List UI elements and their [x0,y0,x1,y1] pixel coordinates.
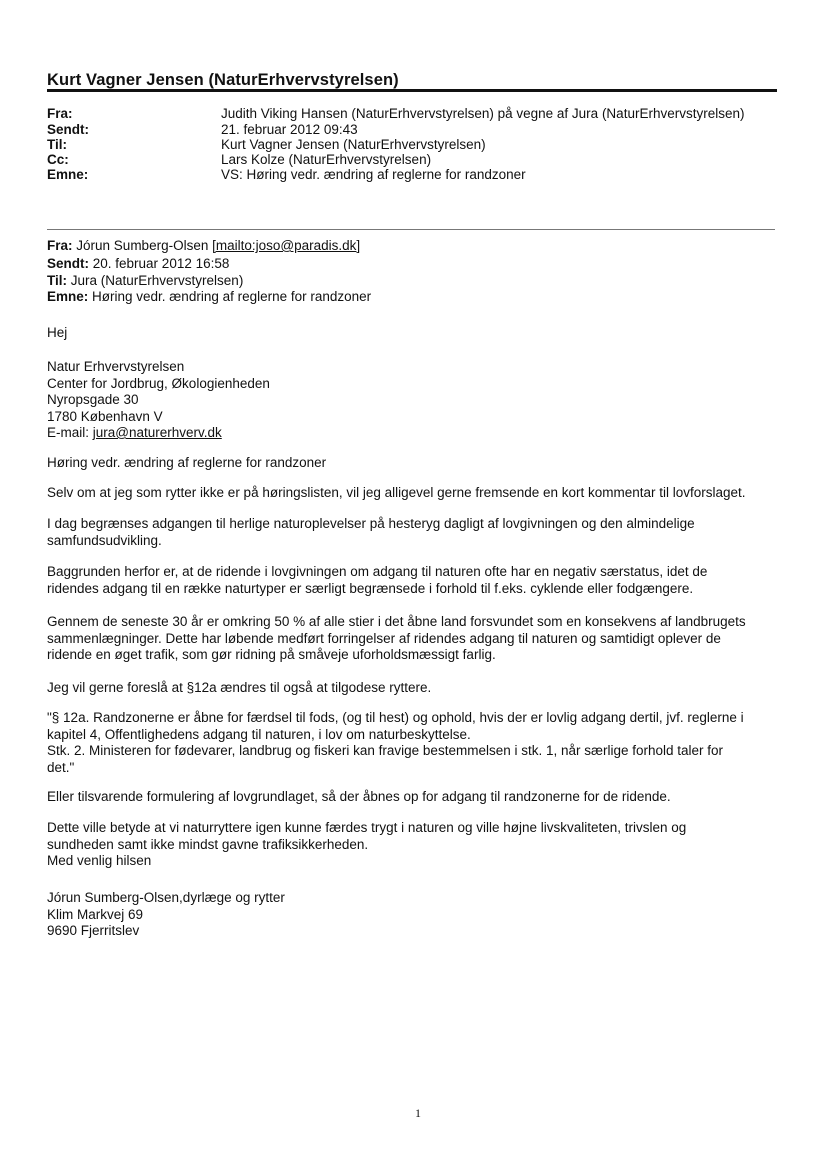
header-value: Lars Kolze (NaturErhvervstyrelsen) [221,152,432,167]
paragraph: Eller tilsvarende formulering af lovgrundlaget, så der åbnes op for adgang til randzonerne for de ridende. [47,789,671,804]
forwarded-emne-row [47,289,371,304]
paragraph [47,614,782,664]
header-value: Kurt Vagner Jensen (NaturErhvervstyrelsen) [221,137,486,152]
paragraph-line: I dag begrænses adgangen til herlige naturoplevelser på hesteryg dagligt af lovgivningen og den almindelige [47,516,695,531]
title-divider [47,89,777,92]
header-value: 21. februar 2012 09:43 [221,122,358,137]
quote-line: "§ 12a. Randzonerne er åbne for færdsel til fods, (og til hest) og ophold, hvis der er lovlig adgang dertil, jvf. reglerne i [47,710,744,725]
forwarded-til-value: Jura (NaturErhvervstyrelsen) [70,273,244,288]
forwarded-til-label: Til: [47,273,67,288]
paragraph [47,516,782,549]
paragraph-line: Med venlig hilsen [47,853,152,868]
recipient-address [47,359,782,442]
header-label: Fra: [47,106,73,121]
paragraph [47,564,782,597]
forwarded-fra-row [47,238,360,253]
paragraph-line: Dette ville betyde at vi naturryttere igen kunne færdes trygt i naturen og ville højne livskvaliteten, trivslen og [47,820,687,835]
forwarded-til-row [47,273,243,288]
mailto-link[interactable]: [mailto:joso@paradis.dk] [212,238,361,253]
email-link[interactable]: jura@naturerhverv.dk [92,425,222,440]
forwarded-sendt-label: Sendt: [47,256,89,271]
forward-separator [47,229,775,230]
address-line: 1780 København V [47,408,163,424]
header-label: Emne: [47,167,89,182]
law-quote [47,710,782,776]
signature-line: 9690 Fjerritslev [47,923,140,938]
address-line: Nyropsgade 30 [47,392,139,407]
forwarded-emne-label: Emne: [47,289,89,304]
email-line [47,425,782,442]
letter-subject: Høring vedr. ændring af reglerne for randzoner [47,455,327,470]
signature-line: Jórun Sumberg-Olsen,dyrlæge og rytter [47,890,285,905]
page-number: 1 [415,1106,421,1120]
quote-line: kapitel 4, Offentlighedens adgang til naturen, i lov om naturbeskyttelse. [47,726,471,742]
forwarded-fra-name: Jórun Sumberg-Olsen [76,238,209,253]
forwarded-sendt-value: 20. februar 2012 16:58 [92,256,230,271]
paragraph-line: Baggrunden herfor er, at de ridende i lovgivningen om adgang til naturen ofte har en negativ særstatus, idet de [47,564,708,579]
paragraph-line: sundheden samt ikke mindst gavne trafiksikkerheden. [47,836,369,852]
paragraph [47,820,782,870]
email-label: E-mail: [47,425,93,440]
greeting: Hej [47,325,68,340]
address-line: Center for Jordbrug, Økologienheden [47,375,270,391]
paragraph-line: sammenlægninger. Dette har løbende medført forringelser af ridendes adgang til naturen og samtidigt oplever de [47,630,721,646]
paragraph: Jeg vil gerne foreslå at §12a ændres til også at tilgodese ryttere. [47,680,432,695]
paragraph-line: Gennem de seneste 30 år er omkring 50 % af alle stier i det åbne land forsvundet som en konsekvens af landbrugets [47,614,746,629]
address-line: Natur Erhvervstyrelsen [47,359,185,374]
forwarded-emne-value: Høring vedr. ændring af reglerne for randzoner [92,289,372,304]
header-label: Sendt: [47,122,89,137]
forwarded-sendt-row [47,256,229,271]
header-value: Judith Viking Hansen (NaturErhvervstyrelsen) på vegne af Jura (NaturErhvervstyrelsen) [221,106,745,121]
forwarded-fra-label: Fra: [47,238,73,253]
paragraph-line: samfundsudvikling. [47,532,162,548]
quote-line: det." [47,759,75,775]
header-label: Cc: [47,152,69,167]
paragraph-line: ridende en øget trafik, som gør ridning på småveje uforholdsmæssigt farlig. [47,647,496,662]
paragraph: Selv om at jeg som rytter ikke er på høringslisten, vil jeg alligevel gerne fremsende en kort kommentar til lovforslaget. [47,485,746,500]
email-owner-title: Kurt Vagner Jensen (NaturErhvervstyrelsen) [47,71,399,89]
signature [47,890,782,940]
quote-line: Stk. 2. Ministeren for fødevarer, landbrug og fiskeri kan fravige bestemmelsen i stk. 1, når særlige forhold taler for [47,743,724,758]
header-value: VS: Høring vedr. ændring af reglerne for randzoner [221,167,526,182]
signature-line: Klim Markvej 69 [47,906,144,922]
paragraph-line: ridendes adgang til en række naturtyper er særligt begrænsede i forhold til f.eks. cyklende eller fodgængere. [47,580,694,596]
header-label: Til: [47,137,67,152]
